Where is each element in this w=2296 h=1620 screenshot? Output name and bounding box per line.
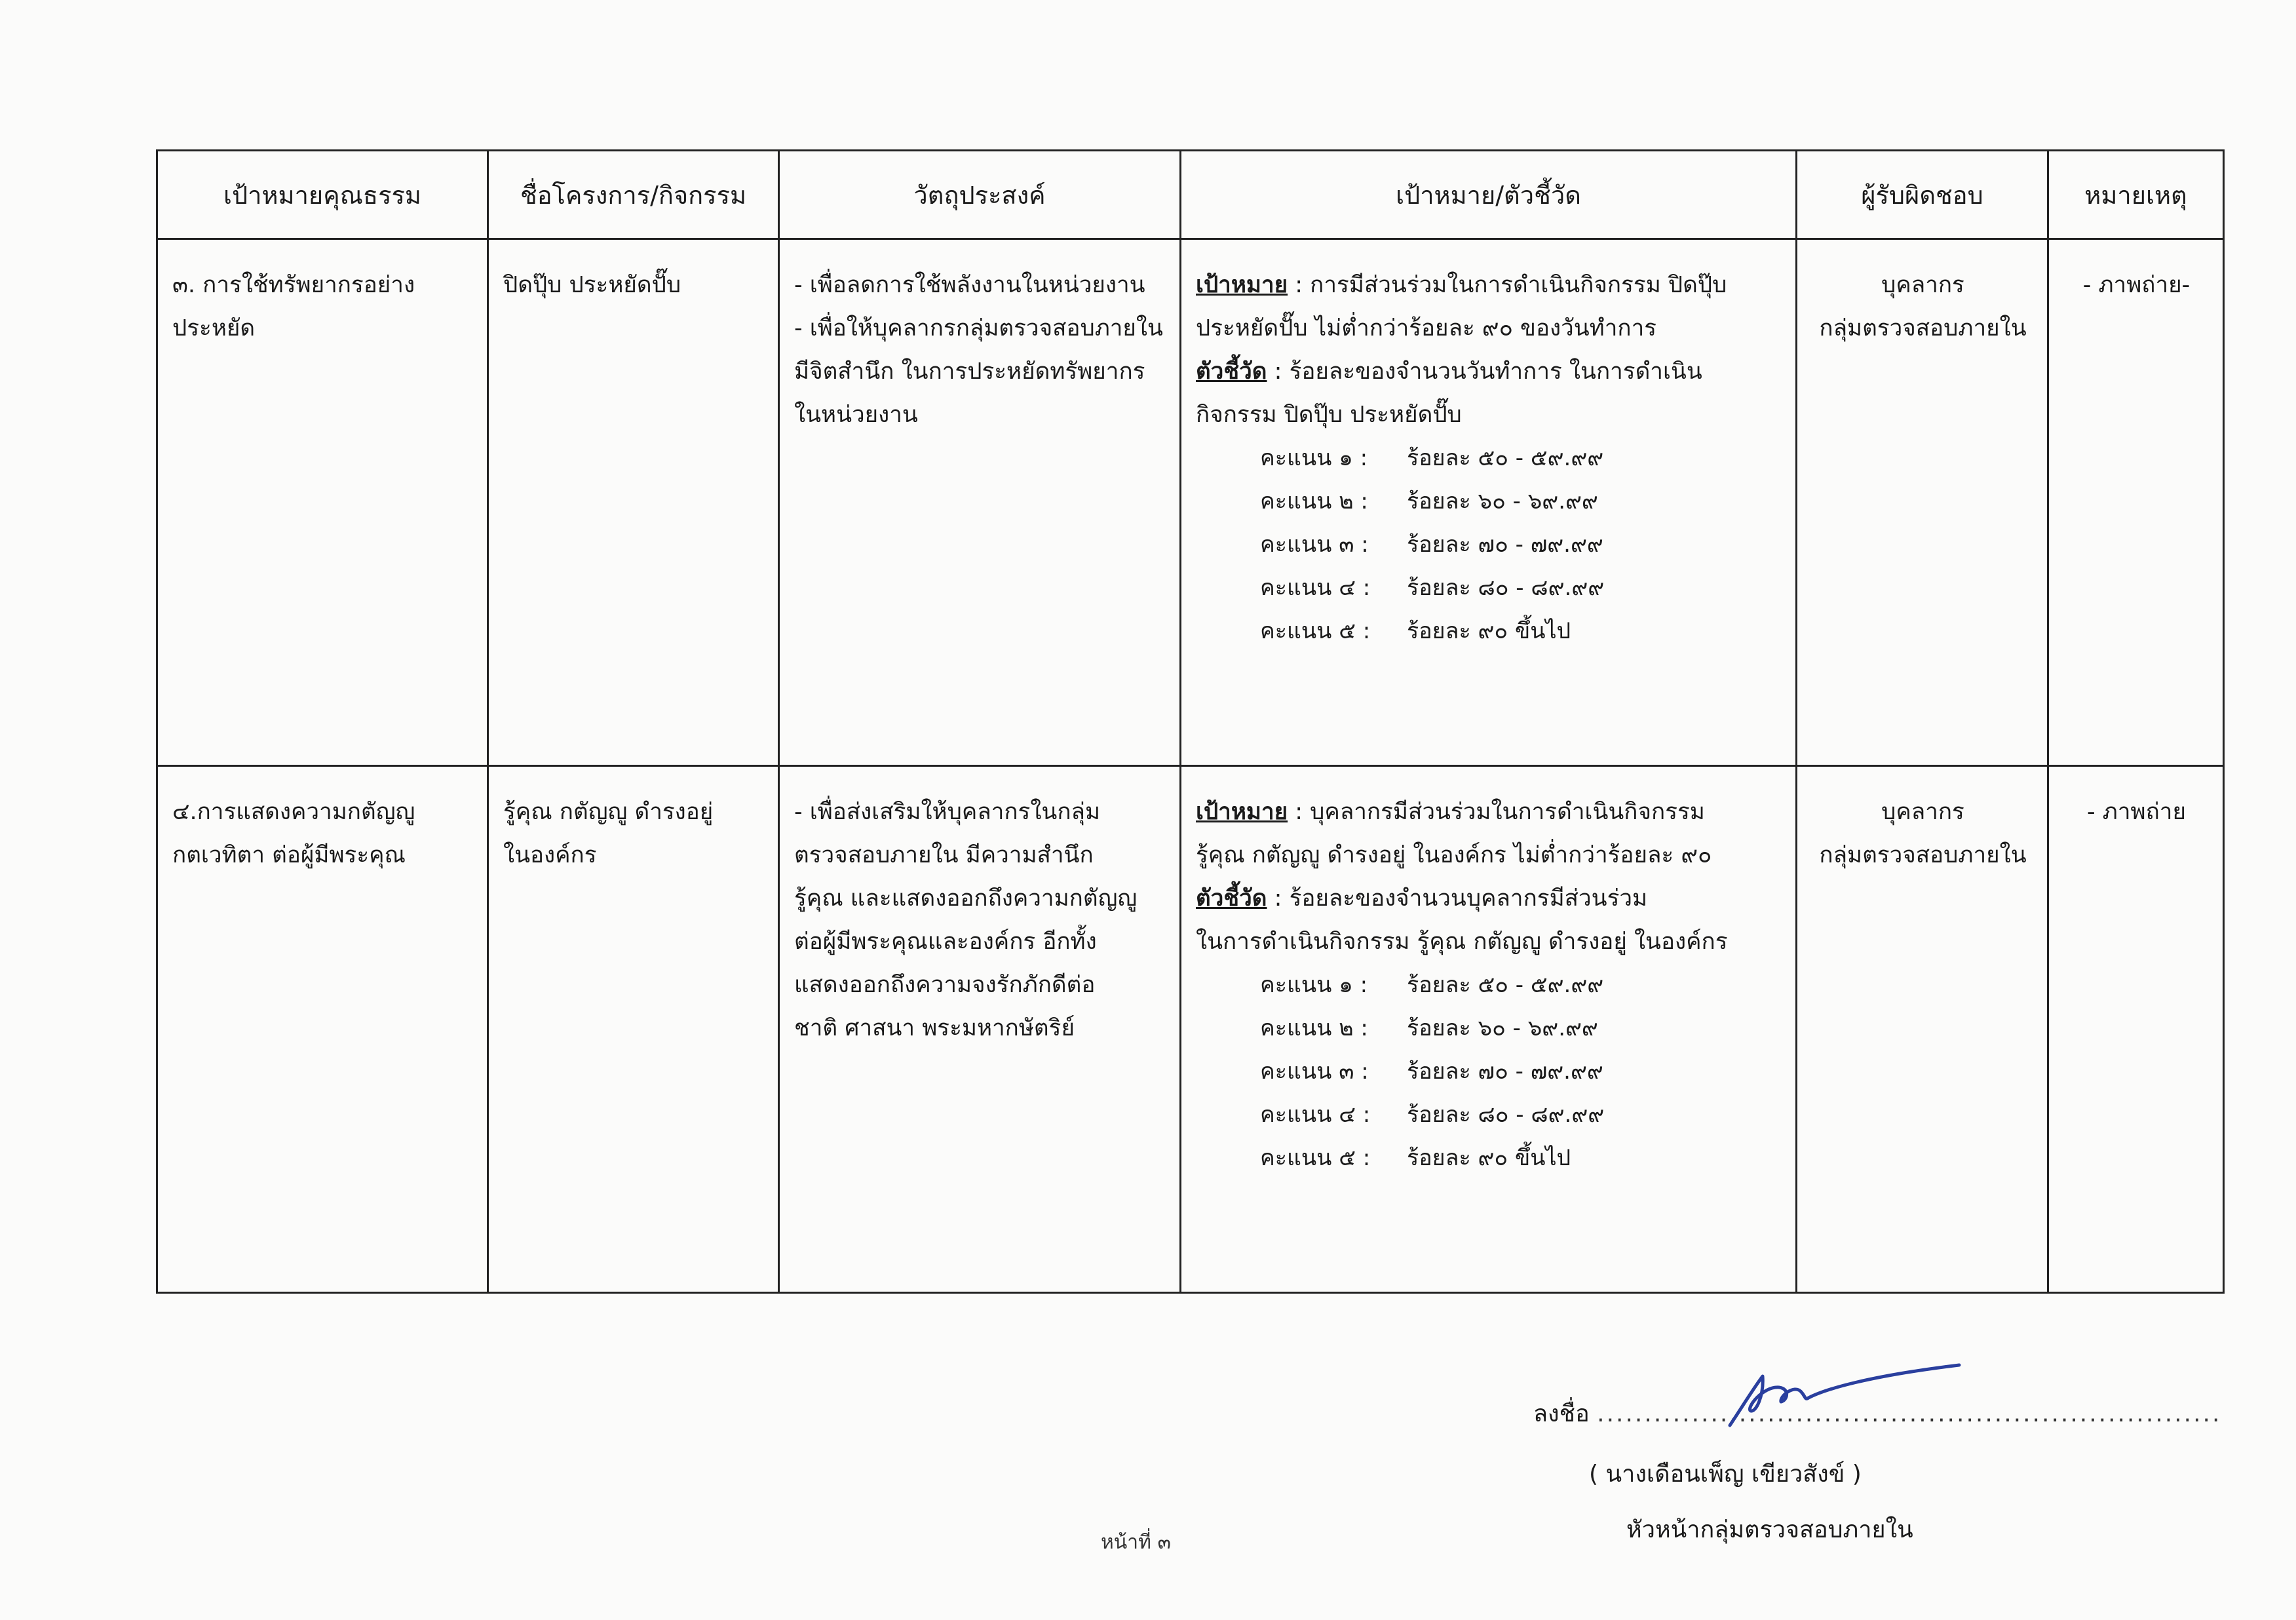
indicator-text: กิจกรรม ปิดปุ๊บ ประหยัดปั๊บ <box>1196 402 1462 428</box>
objective-line: ในหน่วยงาน <box>794 402 918 428</box>
responsible-line: บุคลากร <box>1881 272 1964 298</box>
indicator-line <box>1196 877 1782 920</box>
score-line <box>1196 523 1782 566</box>
indicator-line <box>1196 350 1782 393</box>
objective-line: รู้คุณ และแสดงออกถึงความกตัญญู <box>794 885 1138 912</box>
score-range: ร้อยละ ๘๐ - ๘๙.๙๙ <box>1407 575 1605 601</box>
score-line <box>1196 480 1782 523</box>
target-text: : การมีส่วนร่วมในการดำเนินกิจกรรม ปิดปุ๊บ <box>1288 272 1727 298</box>
table-row <box>157 766 2224 1293</box>
responsible-line: กลุ่มตรวจสอบภายใน <box>1819 315 2027 341</box>
cell-target-indicator <box>1181 766 1797 1293</box>
score-range: ร้อยละ ๗๐ - ๗๙.๙๙ <box>1407 531 1603 558</box>
target-line <box>1196 834 1782 877</box>
score-label: คะแนน ๑ : <box>1260 972 1368 998</box>
indicator-text: : ร้อยละของจำนวนบุคลากรมีส่วนร่วม <box>1267 885 1648 912</box>
score-label: คะแนน ๒ : <box>1260 488 1368 514</box>
indicator-text: ในการดำเนินกิจกรรม รู้คุณ กตัญญู ดำรงอยู่ ในองค์กร <box>1196 929 1728 955</box>
goal-line: ประหยัด <box>172 315 256 341</box>
header-project: ชื่อโครงการ/กิจกรรม <box>488 151 779 239</box>
objective-line: - เพื่อให้บุคลากรกลุ่มตรวจสอบภายใน <box>794 315 1163 341</box>
responsible-line: กลุ่มตรวจสอบภายใน <box>1819 842 2027 868</box>
score-label: คะแนน ๒ : <box>1260 1015 1368 1041</box>
note-text: - ภาพถ่าย- <box>2082 272 2191 298</box>
indicator-line <box>1196 393 1782 436</box>
table-row <box>157 239 2224 766</box>
target-text: รู้คุณ กตัญญู ดำรงอยู่ ในองค์กร ไม่ต่ำกว่าร้อยละ ๙๐ <box>1196 842 1712 868</box>
page-number: หน้าที่ ๓ <box>1101 1531 1171 1554</box>
note-text: - ภาพถ่าย <box>2087 799 2186 825</box>
objective-line: - เพื่อลดการใช้พลังงานในหน่วยงาน <box>794 272 1145 298</box>
cell-responsible <box>1797 239 2048 766</box>
header-goal: เป้าหมายคุณธรรม <box>157 151 488 239</box>
score-range: ร้อยละ ๕๐ - ๕๙.๙๙ <box>1407 972 1604 998</box>
cell-target-indicator <box>1181 239 1797 766</box>
signer-name: ( นางเดือนเพ็ญ เขียวสังข์ ) <box>1589 1461 1862 1488</box>
signature-dots: .................................................................. <box>1597 1400 2222 1427</box>
score-label: คะแนน ๔ : <box>1260 575 1371 601</box>
cell-project <box>488 766 779 1293</box>
signer-position: หัวหน้ากลุ่มตรวจสอบภายใน <box>1626 1516 1913 1543</box>
score-line <box>1196 566 1782 609</box>
score-range: ร้อยละ ๙๐ ขึ้นไป <box>1407 1145 1571 1171</box>
target-line <box>1196 790 1782 834</box>
cell-responsible <box>1797 766 2048 1293</box>
objective-line: แสดงออกถึงความจงรักภักดีต่อ <box>794 972 1096 998</box>
header-note: หมายเหตุ <box>2048 151 2224 239</box>
score-range: ร้อยละ ๖๐ - ๖๙.๙๙ <box>1407 1015 1598 1041</box>
score-range: ร้อยละ ๖๐ - ๖๙.๙๙ <box>1407 488 1598 514</box>
goal-line: ๓. การใช้ทรัพยากรอย่าง <box>172 272 415 298</box>
score-line <box>1196 436 1782 480</box>
score-line <box>1196 1050 1782 1093</box>
header-objective: วัตถุประสงค์ <box>779 151 1181 239</box>
target-label: เป้าหมาย <box>1196 272 1288 298</box>
target-label: เป้าหมาย <box>1196 799 1288 825</box>
score-line <box>1196 609 1782 653</box>
target-line <box>1196 307 1782 350</box>
goal-line: กตเวทิตา ต่อผู้มีพระคุณ <box>172 842 406 868</box>
score-range: ร้อยละ ๘๐ - ๘๙.๙๙ <box>1407 1102 1605 1128</box>
cell-project <box>488 239 779 766</box>
header-target-indicator: เป้าหมาย/ตัวชี้วัด <box>1181 151 1797 239</box>
cell-goal <box>157 239 488 766</box>
objective-line: มีจิตสำนึก ในการประหยัดทรัพยากร <box>794 358 1145 385</box>
cell-objective <box>779 766 1181 1293</box>
objective-line: ตรวจสอบภายใน มีความสำนึก <box>794 842 1094 868</box>
score-range: ร้อยละ ๗๐ - ๗๙.๙๙ <box>1407 1058 1603 1085</box>
cell-note <box>2048 766 2224 1293</box>
score-line <box>1196 1136 1782 1180</box>
score-label: คะแนน ๓ : <box>1260 531 1369 558</box>
cell-note <box>2048 239 2224 766</box>
score-line <box>1196 1093 1782 1136</box>
signature-label: ลงชื่อ <box>1533 1400 1590 1427</box>
target-line <box>1196 263 1782 307</box>
header-responsible: ผู้รับผิดชอบ <box>1797 151 2048 239</box>
score-label: คะแนน ๓ : <box>1260 1058 1369 1085</box>
target-text: ประหยัดปั๊บ ไม่ต่ำกว่าร้อยละ ๙๐ ของวันทำการ <box>1196 315 1657 341</box>
table-header-row <box>157 151 2224 239</box>
indicator-label: ตัวชี้วัด <box>1196 885 1267 912</box>
indicator-label: ตัวชี้วัด <box>1196 358 1267 385</box>
objective-line: ต่อผู้มีพระคุณและองค์กร อีกทั้ง <box>794 929 1097 955</box>
handwritten-signature <box>1717 1360 1979 1432</box>
objective-line: - เพื่อส่งเสริมให้บุคลากรในกลุ่ม <box>794 799 1101 825</box>
score-line <box>1196 1007 1782 1050</box>
cell-goal <box>157 766 488 1293</box>
score-range: ร้อยละ ๕๐ - ๕๙.๙๙ <box>1407 445 1604 471</box>
score-label: คะแนน ๔ : <box>1260 1102 1371 1128</box>
project-line: ในองค์กร <box>503 842 597 868</box>
target-text: : บุคลากรมีส่วนร่วมในการดำเนินกิจกรรม <box>1288 799 1705 825</box>
goal-line: ๔.การแสดงความกตัญญู <box>172 799 415 825</box>
score-line <box>1196 963 1782 1007</box>
score-label: คะแนน ๑ : <box>1260 445 1368 471</box>
project-line: ปิดปุ๊บ ประหยัดปั๊บ <box>503 272 681 298</box>
responsible-line: บุคลากร <box>1881 799 1964 825</box>
score-label: คะแนน ๕ : <box>1260 1145 1371 1171</box>
indicator-line <box>1196 920 1782 963</box>
project-line: รู้คุณ กตัญญู ดำรงอยู่ <box>503 799 714 825</box>
objective-line: ชาติ ศาสนา พระมหากษัตริย์ <box>794 1015 1075 1041</box>
indicator-text: : ร้อยละของจำนวนวันทำการ ในการดำเนิน <box>1267 358 1702 385</box>
score-label: คะแนน ๕ : <box>1260 618 1371 644</box>
cell-objective <box>779 239 1181 766</box>
score-range: ร้อยละ ๙๐ ขึ้นไป <box>1407 618 1571 644</box>
plan-table <box>156 149 2225 1294</box>
